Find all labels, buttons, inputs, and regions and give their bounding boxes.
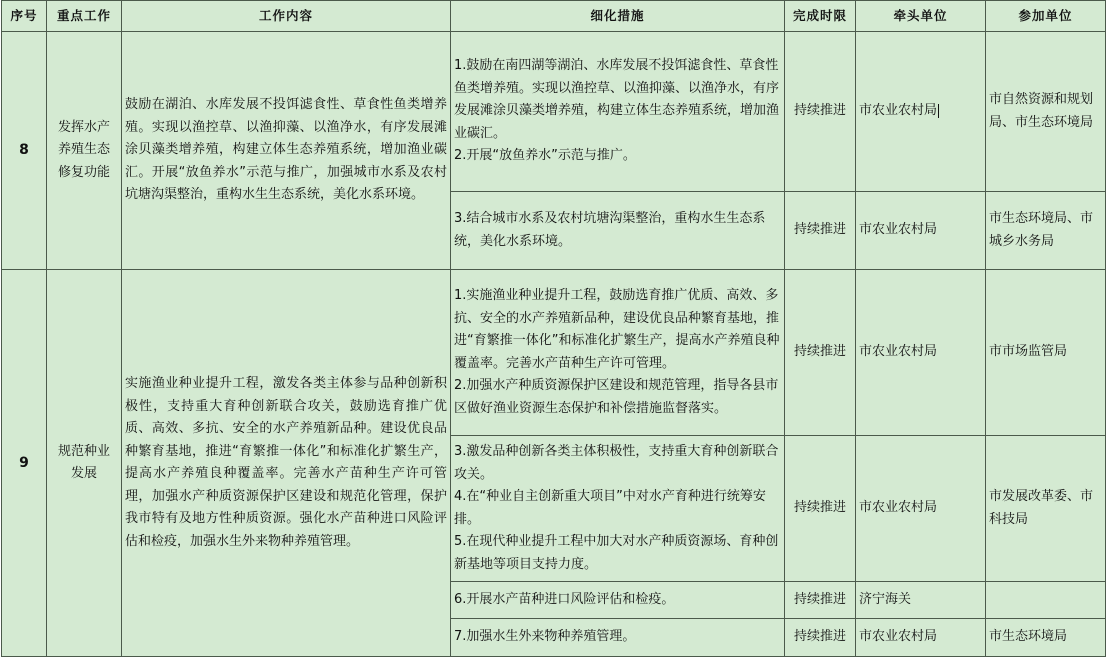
row-lead: 济宁海关 <box>856 582 986 619</box>
row-measures <box>451 436 785 582</box>
table-header-row <box>2 1 1106 32</box>
row-focus: 发挥水产养殖生态修复功能 <box>47 32 122 270</box>
row-content: 鼓励在湖泊、水库发展不投饵滤食性、草食性鱼类增养殖。实现以渔控草、以渔抑藻、以渔净水，有序发展滩涂贝藻类增养殖，构建立体生态养殖系统，增加渔业碳汇。开展“放鱼养水”示范与推广，加强城市水系及农村坑塘沟渠整治，重构水生生态系统，美化水系环境。 <box>122 32 451 270</box>
measure-item: 3.激发品种创新各类主体积极性，支持重大育种创新联合攻关。 <box>454 444 779 482</box>
row-lead: 市农业农村局 <box>856 436 986 582</box>
row-measures <box>451 270 785 436</box>
work-plan-table <box>1 0 1106 657</box>
row-measures <box>451 32 785 192</box>
measure-item: 2.加强水产种质资源保护区建设和规范管理，指导各县市区做好渔业资源生态保护和补偿措施监督落实。 <box>454 378 779 416</box>
measure-item: 5.在现代种业提升工程中加大对水产种质资源场、育种创新基地等项目支持力度。 <box>454 534 779 572</box>
measure-item: 6.开展水产苗种进口风险评估和检疫。 <box>454 591 675 607</box>
header-index: 序号 <box>2 1 47 32</box>
row-lead: 市农业农村局 <box>856 619 986 657</box>
row-focus: 规范种业发展 <box>47 270 122 657</box>
header-participants: 参加单位 <box>986 1 1106 32</box>
row-index: 8 <box>2 32 47 270</box>
row-deadline: 持续推进 <box>785 436 856 582</box>
row-lead: 市农业农村局 <box>856 192 986 270</box>
row-content: 实施渔业种业提升工程，激发各类主体参与品种创新积极性，支持重大育种创新联合攻关，鼓励选育推广优质、高效、多抗、安全的水产养殖新品种。建设优良品种繁育基地，推进“育繁推一体化”和标准化扩繁生产，提高水产养殖良种覆盖率。完善水产苗种生产许可管理，加强水产种质资源保护区建设和规范化管理，保护我市特有及地方性种质资源。强化水产苗种进口风险评估和检疫，加强水生外来物种养殖管理。 <box>122 270 451 657</box>
table-row <box>2 32 1106 192</box>
header-focus: 重点工作 <box>47 1 122 32</box>
header-deadline: 完成时限 <box>785 1 856 32</box>
header-content: 工作内容 <box>122 1 451 32</box>
header-measures: 细化措施 <box>451 1 785 32</box>
measure-item: 3.结合城市水系及农村坑塘沟渠整治，重构水生生态系统，美化水系环境。 <box>454 211 766 249</box>
row-deadline: 持续推进 <box>785 582 856 619</box>
table-row <box>2 270 1106 436</box>
measure-item: 1.实施渔业种业提升工程，鼓励选育推广优质、高效、多抗、安全的水产养殖新品种，建设优良品种繁育基地，推进“育繁推一体化”和标准化扩繁生产，提高水产养殖良种覆盖率。完善水产苗种生产许可管理。 <box>454 288 780 371</box>
row-deadline: 持续推进 <box>785 270 856 436</box>
text-cursor <box>938 104 939 118</box>
row-deadline: 持续推进 <box>785 192 856 270</box>
row-lead: 市农业农村局 <box>856 270 986 436</box>
row-participants: 市市场监管局 <box>986 270 1106 436</box>
row-measures <box>451 192 785 270</box>
row-participants: 市自然资源和规划局、市生态环境局 <box>986 32 1106 192</box>
row-deadline: 持续推进 <box>785 619 856 657</box>
row-participants: 市生态环境局、市城乡水务局 <box>986 192 1106 270</box>
row-participants: 市生态环境局 <box>986 619 1106 657</box>
measure-item: 1.鼓励在南四湖等湖泊、水库发展不投饵滤食性、草食性鱼类增养殖。实现以渔控草、以渔抑藻、以渔净水，有序发展滩涂贝藻类增养殖，构建立体生态养殖系统，增加渔业碳汇。 <box>454 58 780 141</box>
header-lead: 牵头单位 <box>856 1 986 32</box>
row-deadline: 持续推进 <box>785 32 856 192</box>
row-lead-cell[interactable] <box>856 32 986 192</box>
measure-item: 4.在“种业自主创新重大项目”中对水产育种进行统筹安排。 <box>454 489 766 527</box>
row-lead: 市农业农村局 <box>859 103 938 119</box>
row-index: 9 <box>2 270 47 657</box>
measure-item: 7.加强水生外来物种养殖管理。 <box>454 629 636 645</box>
row-measures <box>451 582 785 619</box>
row-participants: 市发展改革委、市科技局 <box>986 436 1106 582</box>
measure-item: 2.开展“放鱼养水”示范与推广。 <box>454 148 636 164</box>
row-measures <box>451 619 785 657</box>
row-participants <box>986 582 1106 619</box>
